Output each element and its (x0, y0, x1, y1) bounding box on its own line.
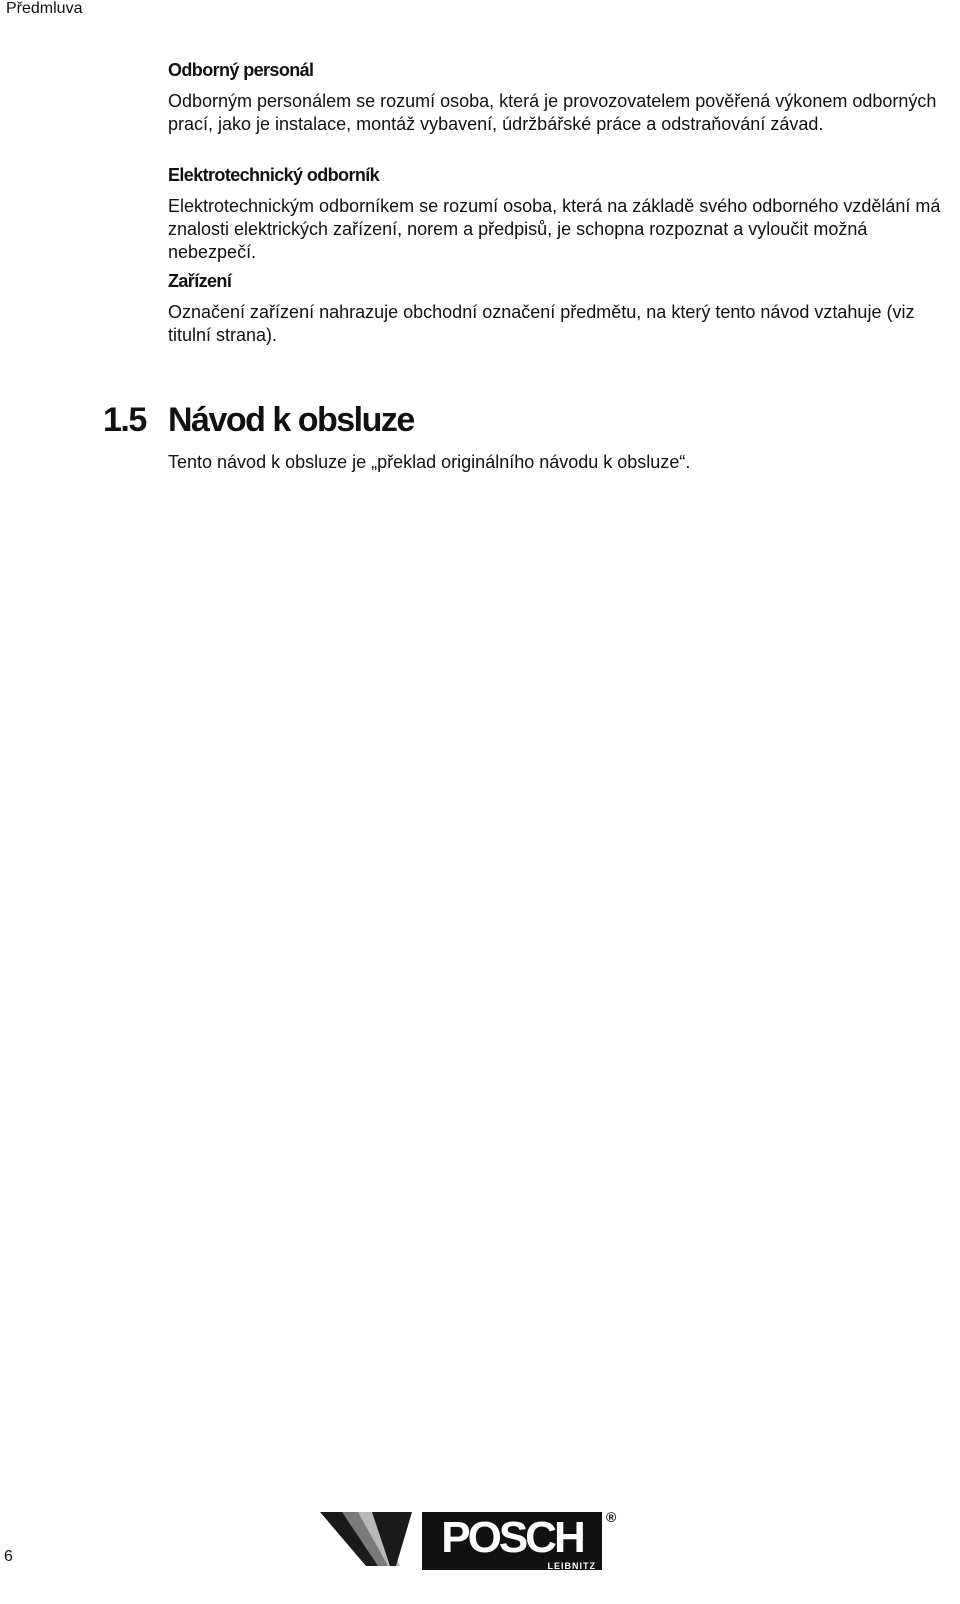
paragraph-zarizeni: Označení zařízení nahrazuje obchodní označení předmětu, na který tento návod vztahuje (viz titulní strana). (168, 302, 915, 345)
section-title: Návod k obsluze (168, 401, 414, 439)
logo-brand-text: POSCH (441, 1513, 583, 1562)
running-header: Předmluva (6, 0, 83, 17)
logo-subtitle-text: LEIBNITZ (547, 1561, 596, 1570)
paragraph-odborny-personal: Odborným personálem se rozumí osoba, která je provozovatelem pověřená výkonem odborných prací, jako je instalace, montáž vybavení, údržbářské práce a odstraňování závad. (168, 91, 937, 134)
section-number: 1.5 (103, 401, 146, 439)
page-number: 6 (4, 1548, 13, 1565)
subheading-zarizeni: Zařízení (168, 271, 232, 291)
paragraph-elektrotechnicky-odbornik: Elektrotechnickým odborníkem se rozumí osoba, která na základě svého odborného vzdělání má znalosti elektrických zařízení, norem a předpisů, je schopna rozpoznat a vyloučit možná nebezpečí. (168, 196, 941, 262)
registered-mark: ® (606, 1509, 617, 1525)
paragraph-navod-k-obsluze: Tento návod k obsluze je „překlad originálního návodu k obsluze“. (168, 452, 691, 472)
posch-logo-icon (320, 1508, 620, 1570)
subheading-odborny-personal: Odborný personál (168, 60, 314, 80)
subheading-elektrotechnicky-odbornik: Elektrotechnický odborník (168, 165, 380, 185)
